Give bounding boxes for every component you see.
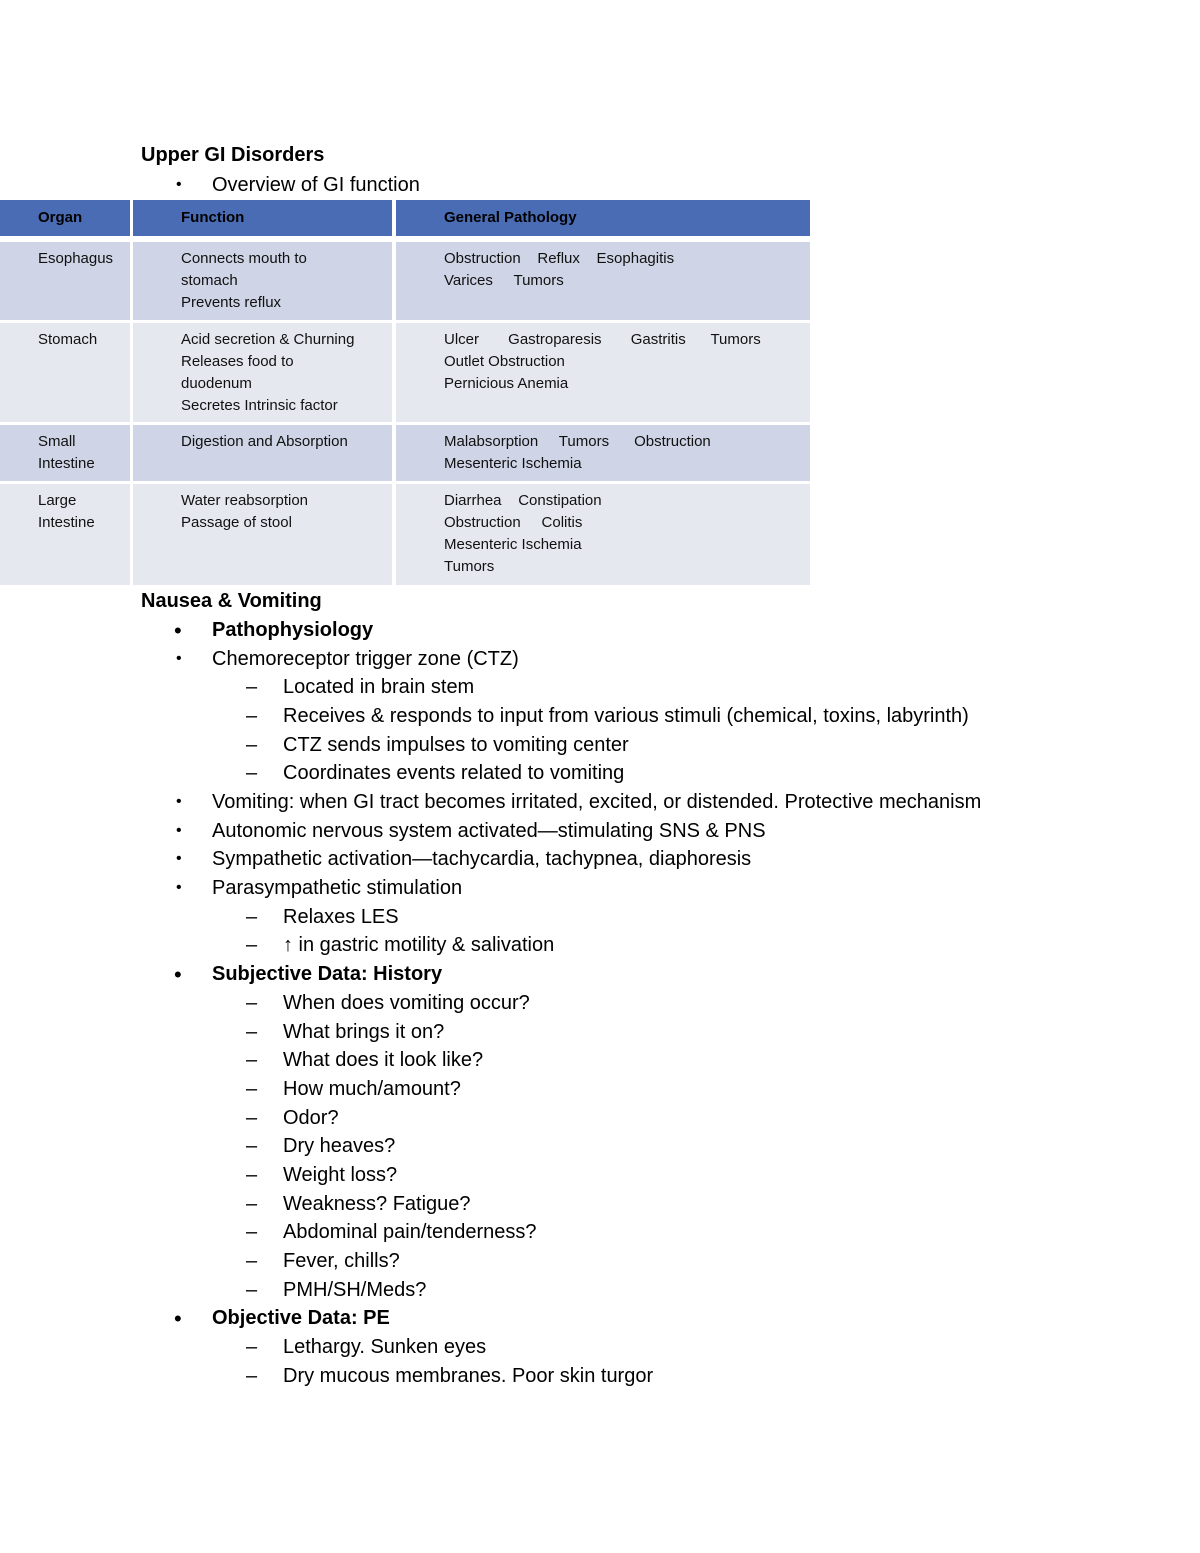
table-cell-line: Mesenteric Ischemia (444, 455, 582, 472)
table-cell-function (133, 323, 392, 422)
list-item-text: Abdominal pain/tenderness? (283, 1221, 537, 1244)
bullet-icon: • (176, 850, 182, 868)
list-item-text: How much/amount? (283, 1077, 461, 1100)
list-dash-item (0, 1193, 1100, 1219)
bullet-icon: • (174, 1306, 182, 1332)
list-bullet-item (0, 820, 1100, 846)
list-dash-item (0, 906, 1100, 932)
table-cell-pathology (396, 425, 810, 481)
table-cell-line: stomach (181, 272, 238, 289)
list-item-text: Subjective Data: History (212, 963, 443, 986)
dash-icon: – (246, 1221, 258, 1244)
table-cell-line: Passage of stool (181, 514, 292, 531)
gi-function-table (0, 200, 810, 585)
table-cell-function (133, 425, 392, 481)
list-bullet-item (0, 1307, 1100, 1333)
list-dash-item (0, 1336, 1100, 1362)
dash-icon: – (246, 905, 258, 928)
dash-icon: – (246, 1336, 258, 1358)
table-cell-line: Pernicious Anemia (444, 375, 569, 392)
list-dash-item (0, 1049, 1100, 1075)
bullet-icon: • (176, 176, 182, 193)
list-item-text: Weight loss? (283, 1163, 398, 1186)
dash-icon: – (246, 1364, 258, 1387)
table-cell-pathology (396, 323, 810, 422)
table-cell-line: Large (38, 492, 77, 509)
list-dash-item (0, 1135, 1100, 1161)
table-cell-organ (0, 242, 130, 320)
list-item-text: Objective Data: PE (212, 1307, 390, 1330)
list-item-text: What brings it on? (283, 1020, 445, 1043)
dash-icon: – (246, 1135, 258, 1158)
table-cell-line: Malabsorption Tumors Obstruction (444, 433, 711, 450)
table-cell-line: Prevents reflux (181, 294, 282, 311)
table-cell-line: duodenum (181, 375, 252, 392)
list-dash-item (0, 676, 1100, 702)
list-item-text: Dry mucous membranes. Poor skin turgor (283, 1364, 654, 1387)
list-dash-item (0, 734, 1100, 760)
table-cell-line: Ulcer Gastroparesis Gastritis Tumors (444, 331, 761, 348)
dash-icon: – (246, 1278, 258, 1301)
list-dash-item (0, 1078, 1100, 1104)
list-item-text: When does vomiting occur? (283, 991, 530, 1014)
list-dash-item (0, 934, 1100, 960)
table-cell-line: Digestion and Absorption (181, 433, 348, 450)
list-dash-item (0, 1279, 1100, 1305)
table-cell-line: Secretes Intrinsic factor (181, 397, 338, 414)
dash-icon: – (246, 1020, 258, 1043)
dash-icon: – (246, 1192, 258, 1215)
list-item-text: What does it look like? (283, 1049, 484, 1072)
list-dash-item (0, 1250, 1100, 1276)
list-dash-item (0, 705, 1100, 731)
table-cell-function (133, 242, 392, 320)
table-cell-line: Varices Tumors (444, 272, 564, 289)
bullet-icon: • (176, 821, 182, 839)
list-dash-item (0, 1365, 1100, 1391)
overview-bullet-text: Overview of GI function (212, 174, 420, 196)
list-item-text: Located in brain stem (283, 676, 475, 699)
list-item-text: Sympathetic activation—tachycardia, tachypnea, diaphoresis (212, 848, 752, 871)
overview-bullet (0, 174, 800, 200)
dash-icon: – (246, 1077, 258, 1100)
list-item-text: Parasympathetic stimulation (212, 877, 463, 900)
table-cell-line: Mesenteric Ischemia (444, 536, 582, 553)
table-cell-line: Diarrhea Constipation (444, 492, 602, 509)
list-bullet-item (0, 619, 1100, 645)
list-bullet-item (0, 848, 1100, 874)
bullet-icon: • (176, 793, 182, 811)
list-item-text: ↑ in gastric motility & salivation (283, 934, 555, 957)
list-bullet-item (0, 791, 1100, 817)
bullet-icon: • (176, 649, 182, 667)
table-cell-line: Releases food to (181, 353, 294, 370)
list-item-text: Odor? (283, 1106, 339, 1129)
section-title-upper-gi: Upper GI Disorders (141, 144, 325, 166)
dash-icon: – (246, 1106, 258, 1129)
table-cell-line: Intestine (38, 514, 95, 531)
list-item-text: Receives & responds to input from various stimuli (chemical, toxins, labyrinth) (283, 705, 969, 728)
table-cell-pathology (396, 484, 810, 585)
dash-icon: – (246, 1049, 258, 1072)
list-item-text: Pathophysiology (212, 619, 374, 641)
dash-icon: – (246, 705, 258, 728)
bullet-icon: • (176, 879, 182, 897)
dash-icon: – (246, 762, 258, 785)
list-dash-item (0, 1107, 1100, 1133)
table-cell-line: Obstruction Reflux Esophagitis (444, 250, 675, 267)
table-cell-line: Connects mouth to (181, 250, 307, 267)
list-dash-item (0, 1164, 1100, 1190)
list-item-text: PMH/SH/Meds? (283, 1278, 427, 1301)
table-cell-line: Small (38, 433, 76, 450)
list-item-text: Lethargy. Sunken eyes (283, 1336, 487, 1358)
table-cell-organ (0, 425, 130, 481)
list-item-text: Dry heaves? (283, 1135, 396, 1158)
list-dash-item (0, 1021, 1100, 1047)
table-cell-organ (0, 484, 130, 585)
table-cell-line: Water reabsorption (181, 492, 309, 509)
list-item-text: Fever, chills? (283, 1249, 400, 1272)
table-header-label: General Pathology (444, 209, 577, 226)
list-bullet-item (0, 877, 1100, 903)
section-title-nausea-vomiting: Nausea & Vomiting (141, 590, 322, 612)
list-bullet-item (0, 648, 1100, 674)
list-item-text: Autonomic nervous system activated—stimulating SNS & PNS (212, 819, 766, 842)
list-bullet-item (0, 963, 1100, 989)
table-cell-pathology (396, 242, 810, 320)
table-cell-line: Intestine (38, 455, 95, 472)
list-item-text: Coordinates events related to vomiting (283, 762, 625, 785)
dash-icon: – (246, 991, 258, 1014)
table-header-pathology (396, 200, 810, 236)
table-header-organ (0, 200, 130, 236)
table-cell-line: Esophagus (38, 250, 114, 267)
list-item-text: Chemoreceptor trigger zone (CTZ) (212, 647, 519, 670)
table-cell-function (133, 484, 392, 585)
list-dash-item (0, 992, 1100, 1018)
list-item-text: Relaxes LES (283, 905, 399, 928)
dash-icon: – (246, 934, 258, 957)
dash-icon: – (246, 733, 258, 756)
list-item-text: Vomiting: when GI tract becomes irritated, excited, or distended. Protective mechanism (212, 791, 982, 814)
dash-icon: – (246, 1249, 258, 1272)
table-cell-line: Stomach (38, 331, 98, 348)
table-header-label: Organ (38, 209, 83, 226)
dash-icon: – (246, 1163, 258, 1186)
dash-icon: – (246, 676, 258, 699)
bullet-icon: • (174, 618, 182, 643)
list-item-text: CTZ sends impulses to vomiting center (283, 733, 629, 756)
table-header-label: Function (181, 209, 245, 226)
list-dash-item (0, 762, 1100, 788)
table-cell-line: Tumors (444, 558, 495, 575)
table-cell-line: Obstruction Colitis (444, 514, 583, 531)
table-header-function (133, 200, 392, 236)
list-item-text: Weakness? Fatigue? (283, 1192, 471, 1215)
table-cell-organ (0, 323, 130, 422)
list-dash-item (0, 1221, 1100, 1247)
table-cell-line: Outlet Obstruction (444, 353, 565, 370)
bullet-icon: • (174, 962, 182, 988)
table-cell-line: Acid secretion & Churning (181, 331, 355, 348)
